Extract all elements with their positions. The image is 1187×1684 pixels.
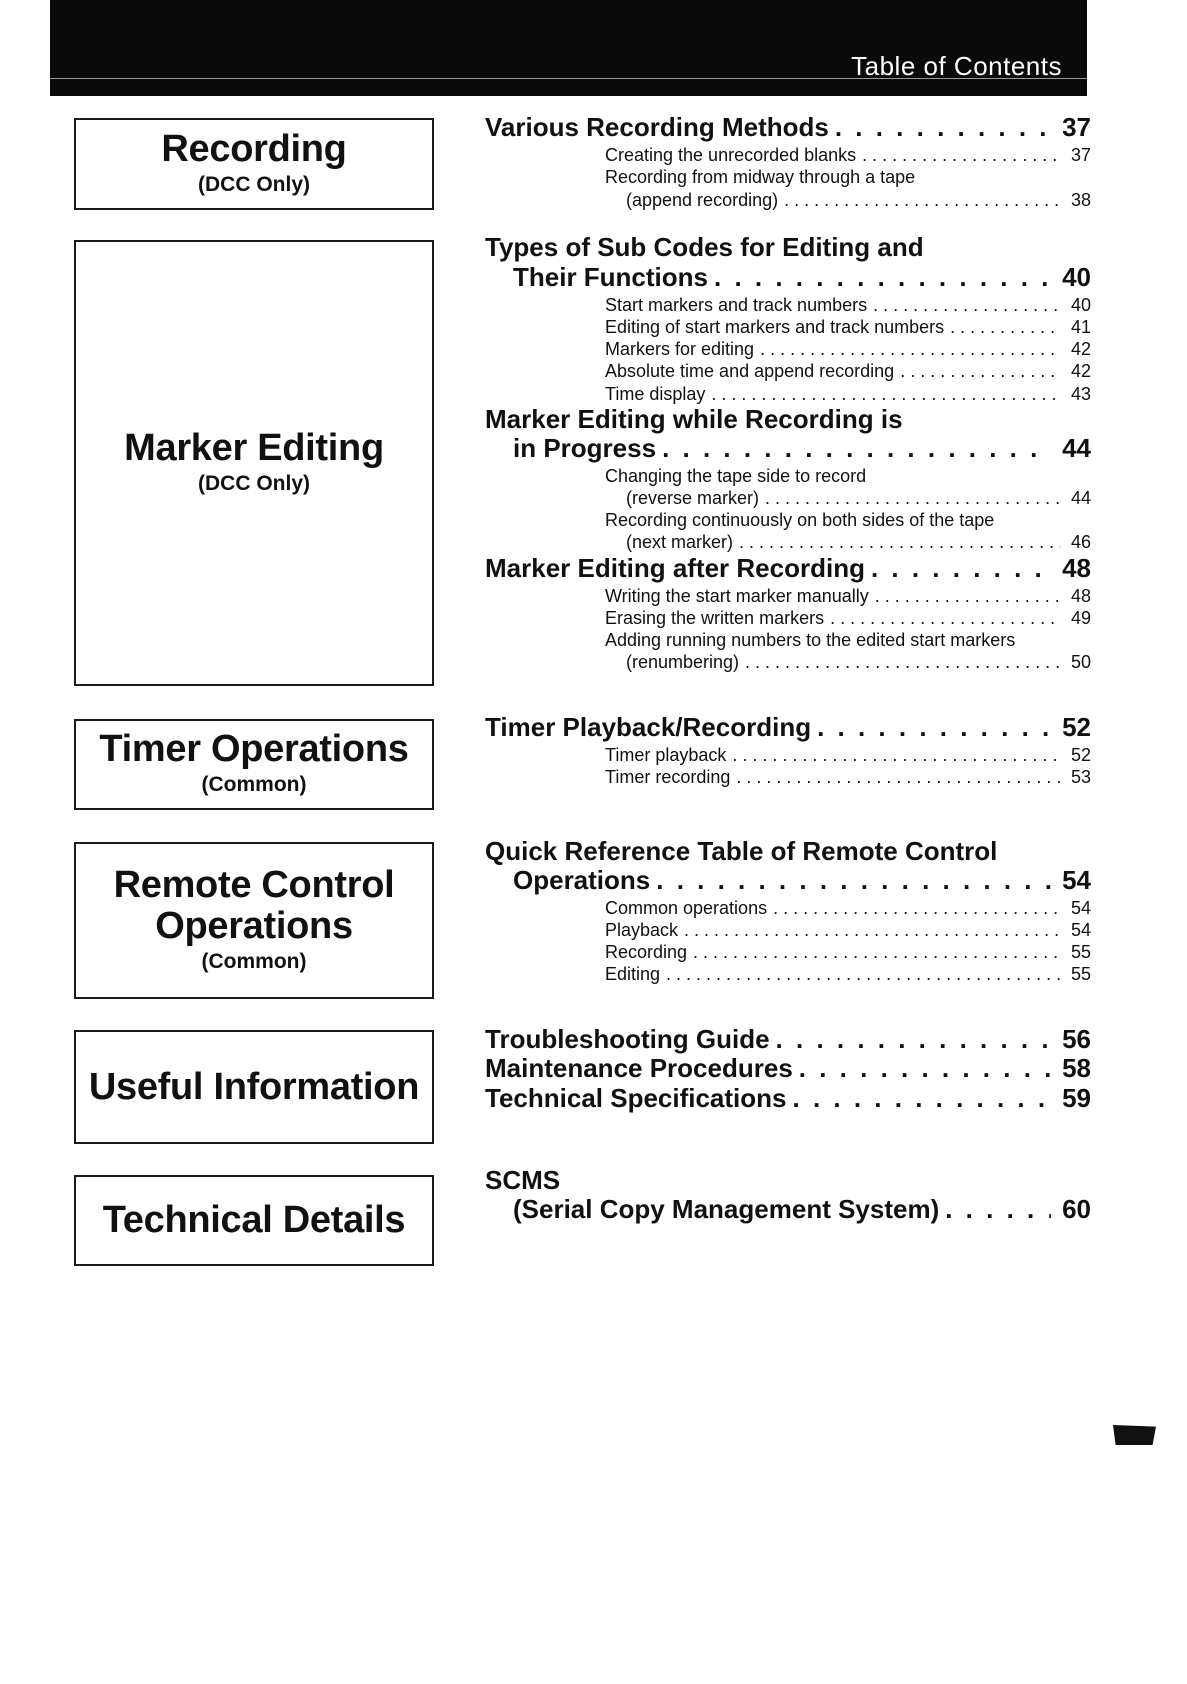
toc-entry-page: 52: [1062, 712, 1091, 742]
toc-entry-page: 46: [1070, 532, 1091, 552]
toc-entry-label: (renumbering): [626, 652, 740, 672]
leader-dots: [711, 384, 1061, 405]
leader-dots: [875, 586, 1061, 607]
page-tab-marker: [1113, 1425, 1156, 1445]
toc-entry-label: Playback: [605, 920, 679, 940]
toc-entry-page: 54: [1070, 898, 1091, 918]
toc-entry-page: 43: [1070, 384, 1091, 404]
section-subtitle: (Common): [201, 773, 307, 796]
section-title-line2: Operations: [155, 904, 353, 947]
toc-entry-page: 54: [1070, 920, 1091, 940]
toc-entry-label: Creating the unrecorded blanks: [605, 145, 857, 165]
toc-entry[interactable]: [485, 433, 1091, 464]
leader-dots: [765, 488, 1061, 509]
section-subtitle: (Common): [201, 949, 307, 973]
toc-subentry[interactable]: [485, 652, 1091, 673]
leader-dots: [745, 652, 1061, 673]
toc-entry-label: Absolute time and append recording: [605, 361, 895, 381]
leader-dots: [693, 942, 1061, 963]
toc-entry-page: 41: [1070, 317, 1091, 337]
toc-entry[interactable]: [485, 1024, 1091, 1055]
section-box-marker-editing: [74, 240, 434, 686]
toc-subentry[interactable]: [485, 942, 1091, 963]
toc-entry[interactable]: [485, 404, 1091, 435]
section-box-technical-details: [74, 1175, 434, 1266]
toc-entry-page: 53: [1070, 767, 1091, 787]
section-title: Remote Control: [113, 863, 395, 906]
toc-subentry[interactable]: [485, 898, 1091, 919]
section-title: Timer Operations: [99, 728, 409, 770]
leader-dots: [666, 964, 1061, 985]
leader-dots: [871, 553, 1051, 584]
leader-dots: [773, 898, 1061, 919]
leader-dots: [817, 712, 1051, 743]
toc-entry-label: Changing the tape side to record: [605, 466, 867, 486]
toc-entry-label: Erasing the written markers: [605, 608, 825, 628]
section-title: Marker Editing: [124, 426, 384, 469]
leader-dots: [784, 190, 1061, 211]
toc-entry-label: Common operations: [605, 898, 768, 918]
toc-subentry[interactable]: [485, 295, 1091, 316]
leader-dots: [776, 1024, 1051, 1055]
leader-dots: [900, 361, 1061, 382]
toc-entry-label: (reverse marker): [626, 488, 760, 508]
toc-entry-label: Marker Editing while Recording is: [485, 404, 903, 434]
toc-subentry[interactable]: [485, 964, 1091, 985]
toc-entry-label: Recording continuously on both sides of the tape: [605, 510, 995, 530]
toc-entry[interactable]: [485, 712, 1091, 743]
toc-entry-page: 58: [1062, 1053, 1091, 1083]
toc-entry-page: 38: [1070, 190, 1091, 210]
leader-dots: [835, 112, 1051, 143]
section-title: Technical Details: [102, 1199, 406, 1241]
toc-entry-page: 60: [1062, 1194, 1091, 1224]
toc-entry[interactable]: [485, 112, 1091, 143]
toc-entry-label: Adding running numbers to the edited start markers: [605, 630, 1016, 650]
section-box-recording: [74, 118, 434, 210]
toc-entry-label: Recording: [605, 942, 688, 962]
toc-subentry[interactable]: [485, 190, 1091, 211]
toc-entry[interactable]: [485, 553, 1091, 584]
toc-entry-label: Time display: [605, 384, 706, 404]
toc-entry-label: Markers for editing: [605, 339, 755, 359]
toc-entry-page: 56: [1062, 1024, 1091, 1054]
section-subtitle: (DCC Only): [198, 471, 310, 495]
toc-entry[interactable]: [485, 865, 1091, 896]
section-title: Recording: [161, 127, 347, 170]
leader-dots: [945, 1194, 1051, 1225]
toc-entry-page: 52: [1070, 745, 1091, 765]
toc-entry[interactable]: [485, 262, 1091, 293]
leader-dots: [830, 608, 1061, 629]
toc-subentry[interactable]: [485, 361, 1091, 382]
leader-dots: [799, 1053, 1051, 1084]
toc-entry-label: (Serial Copy Management System): [513, 1194, 940, 1224]
toc-entry-page: 54: [1062, 865, 1091, 895]
toc-entry-label: Editing: [605, 964, 661, 984]
toc-entry[interactable]: [485, 1083, 1091, 1114]
toc-subentry[interactable]: [485, 532, 1091, 553]
toc-subentry[interactable]: [485, 767, 1091, 788]
toc-subentry[interactable]: [485, 145, 1091, 166]
toc-entry-label: Editing of start markers and track numbers: [605, 317, 945, 337]
page-title: Table of Contents: [851, 51, 1062, 81]
toc-entry-label: SCMS: [485, 1165, 561, 1195]
toc-entry-label: in Progress: [513, 433, 657, 463]
leader-dots: [950, 317, 1061, 338]
toc-entry-label: Recording from midway through a tape: [605, 167, 916, 187]
toc-entry-label: Start markers and track numbers: [605, 295, 868, 315]
toc-subentry[interactable]: [485, 339, 1091, 360]
toc-entry-label: Their Functions: [513, 262, 708, 292]
toc-entry-label: Timer recording: [605, 767, 731, 787]
leader-dots: [732, 745, 1061, 766]
toc-entry-page: 59: [1062, 1083, 1091, 1113]
toc-entry-label: Marker Editing after Recording: [485, 553, 865, 583]
toc-subentry[interactable]: [485, 608, 1091, 629]
leader-dots: [656, 865, 1051, 896]
toc-entry-label: Maintenance Procedures: [485, 1053, 793, 1083]
toc-entry-label: Timer playback: [605, 745, 727, 765]
toc-entry-label: (append recording): [626, 190, 779, 210]
toc-subentry[interactable]: [485, 920, 1091, 941]
toc-entry-label: Writing the start marker manually: [605, 586, 869, 606]
toc-subentry[interactable]: [485, 384, 1091, 405]
section-subtitle: (DCC Only): [198, 172, 310, 196]
toc-entry-page: 55: [1070, 942, 1091, 962]
leader-dots: [862, 145, 1061, 166]
section-title: Useful Information: [88, 1065, 420, 1108]
leader-dots: [714, 262, 1051, 293]
section-box-timer-operations: [74, 719, 434, 810]
toc-entry-label: Timer Playback/Recording: [485, 712, 812, 742]
toc-entry-label: Types of Sub Codes for Editing and: [485, 232, 924, 262]
toc-entry[interactable]: [485, 1053, 1091, 1084]
leader-dots: [760, 339, 1061, 360]
section-box-remote-control: [74, 842, 434, 999]
leader-dots: [793, 1083, 1051, 1114]
toc-subentry[interactable]: [485, 317, 1091, 338]
toc-entry[interactable]: [485, 232, 1091, 263]
toc-entry-label: Operations: [513, 865, 651, 895]
toc-entry-page: 37: [1070, 145, 1091, 165]
toc-entry-page: 42: [1070, 361, 1091, 381]
toc-entry[interactable]: [485, 1194, 1091, 1225]
toc-subentry[interactable]: [485, 510, 1091, 531]
toc-subentry[interactable]: [485, 466, 1091, 487]
leader-dots: [684, 920, 1061, 941]
toc-entry-label: (next marker): [626, 532, 734, 552]
leader-dots: [739, 532, 1061, 553]
toc-entry-page: 48: [1070, 586, 1091, 606]
toc-entry-label: Various Recording Methods: [485, 112, 829, 142]
toc-entry[interactable]: [485, 1165, 1091, 1196]
toc-entry-label: Quick Reference Table of Remote Control: [485, 836, 998, 866]
toc-entry-label: Technical Specifications: [485, 1083, 787, 1113]
toc-entry-page: 55: [1070, 964, 1091, 984]
toc-entry-page: 48: [1062, 553, 1091, 583]
leader-dots: [662, 433, 1051, 464]
toc-subentry[interactable]: [485, 745, 1091, 766]
toc-entry-page: 49: [1070, 608, 1091, 628]
toc-entry-page: 44: [1070, 488, 1091, 508]
toc-subentry[interactable]: [485, 167, 1091, 188]
toc-subentry[interactable]: [485, 488, 1091, 509]
toc-entry-page: 40: [1062, 262, 1091, 292]
toc-entry-page: 37: [1062, 112, 1091, 142]
toc-entry-page: 50: [1070, 652, 1091, 672]
toc-entry-page: 42: [1070, 339, 1091, 359]
toc-subentry[interactable]: [485, 586, 1091, 607]
toc-entry-page: 44: [1062, 433, 1091, 463]
toc-entry-page: 40: [1070, 295, 1091, 315]
section-box-useful-information: [74, 1030, 434, 1144]
toc-entry[interactable]: [485, 836, 1091, 867]
leader-dots: [873, 295, 1061, 316]
leader-dots: [736, 767, 1061, 788]
toc-entry-label: Troubleshooting Guide: [485, 1024, 770, 1054]
toc-subentry[interactable]: [485, 630, 1091, 651]
